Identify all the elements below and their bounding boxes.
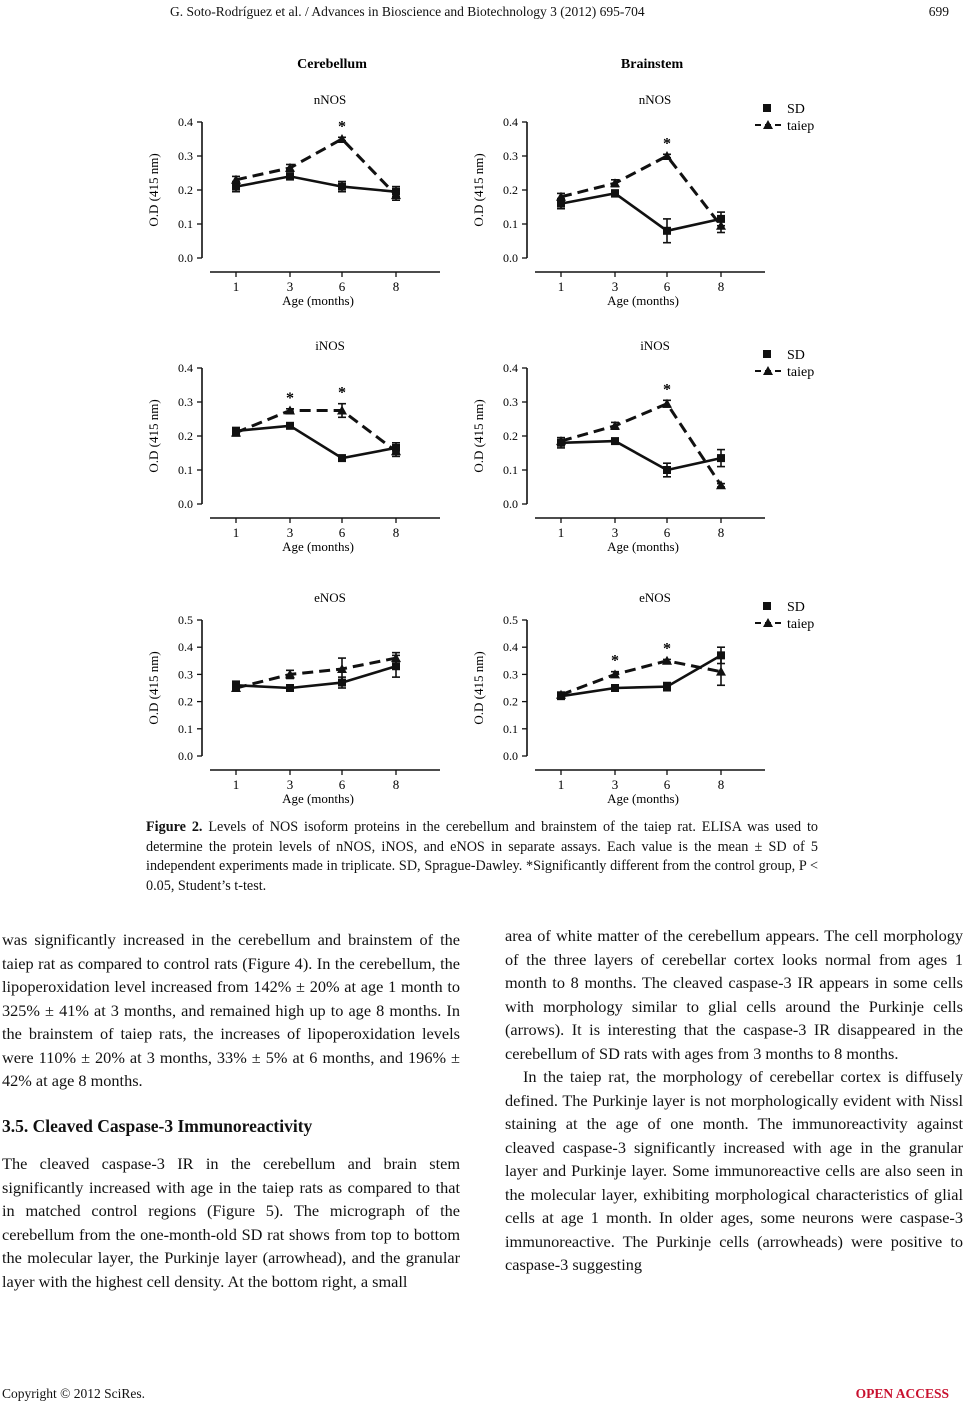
x-tick-label: 3 xyxy=(611,279,619,294)
significance-star: * xyxy=(663,135,671,153)
y-tick-label: 0.0 xyxy=(178,497,193,511)
legend-marker-sd xyxy=(763,602,771,610)
x-axis-label: Age (months) xyxy=(607,293,679,308)
x-tick-label: 1 xyxy=(557,525,565,540)
running-head-citation: G. Soto-Rodríguez et al. / Advances in Bioscience and Biotechnology 3 (2012) 695-704 xyxy=(170,4,645,19)
data-point-sd xyxy=(286,684,294,692)
data-point-sd xyxy=(663,466,671,474)
series-line-sd xyxy=(236,426,396,458)
running-header xyxy=(0,0,965,22)
y-axis-label: O.D (415 nm) xyxy=(146,153,161,227)
y-tick-label: 0.1 xyxy=(503,463,518,477)
y-axis-label: O.D (415 nm) xyxy=(471,399,486,473)
legend-marker-sd xyxy=(763,350,771,358)
y-tick-label: 0.0 xyxy=(503,251,518,265)
series-line-sd xyxy=(561,441,721,470)
y-tick-label: 0.1 xyxy=(503,721,518,736)
data-point-sd xyxy=(611,437,619,445)
right-column xyxy=(505,924,963,1277)
y-tick-label: 0.1 xyxy=(178,217,193,231)
y-tick-label: 0.0 xyxy=(503,749,518,763)
x-tick-label: 8 xyxy=(717,777,725,792)
legend-marker-taiep xyxy=(763,120,773,129)
chart-title: iNOS xyxy=(315,338,345,353)
data-point-sd xyxy=(611,684,619,692)
chart-panel-2 xyxy=(471,92,814,308)
series-line-sd xyxy=(236,176,396,191)
column-title-brainstem: Brainstem xyxy=(620,57,684,72)
series-line-taiep xyxy=(236,139,396,195)
y-tick-label: 0.0 xyxy=(178,749,193,763)
x-tick-label: 6 xyxy=(663,777,671,792)
y-tick-label: 0.2 xyxy=(503,183,518,197)
series-line-sd xyxy=(561,193,721,230)
x-axis-label: Age (months) xyxy=(282,791,354,806)
x-tick-label: 8 xyxy=(717,279,725,294)
y-tick-label: 0.4 xyxy=(503,115,518,129)
x-tick-label: 8 xyxy=(392,279,400,294)
x-axis-label: Age (months) xyxy=(282,539,354,554)
chart-title: eNOS xyxy=(639,590,671,605)
x-tick-label: 3 xyxy=(286,777,294,792)
x-tick-label: 8 xyxy=(392,777,400,792)
significance-star: * xyxy=(663,381,671,399)
x-tick-label: 3 xyxy=(611,777,619,792)
data-point-taiep xyxy=(662,151,672,160)
legend-label-sd: SD xyxy=(787,348,805,363)
significance-star: * xyxy=(286,389,294,407)
y-tick-label: 0.1 xyxy=(503,217,518,231)
right-paragraph-2: In the taiep rat, the morphology of cerebellar cortex is diffusely defined. The Purkinje layer is not morphologically evident with Nissl staining at the age of one month. The immunoreactivity against cleaved caspase-3 significantly increased with age in the granular layer and Purkinje layer. Some immunoreactive cells are also seen in the molecular layer, exhibiting morphological characteristics of glial cells at age 1 month. In older ages, some neurons were caspase-3 immunoreactive. The Purkinje cells (arrowheads) were positive to caspase-3 suggesting xyxy=(505,1067,963,1274)
x-tick-label: 3 xyxy=(286,525,294,540)
significance-star: * xyxy=(338,118,346,136)
left-paragraph-1: was significantly increased in the cerebellum and brainstem of the taiep rat as compared to control rats (Figure 4). In the cerebellum, the lipoperoxidation level increased from 142% ± 20% at age 1 month to 325% ± 41% at 3 months, and remained high up to age 8 months. In the brainstem of taiep rats, the increases of lipoperoxidation levels were 110% ± 20% at 3 months, 33% ± 5% at 6 months, and 196% ± 42% at age 8 months. xyxy=(2,930,460,1090)
caption-text: Levels of NOS isoform proteins in the cerebellum and brainstem of the taiep rat. ELISA was used to determine the protein levels of nNOS, iNOS, and eNOS in separate assays. Each value is the mean ± SD of 5 independent experiments made in triplicate. SD, Sprague-Dawley. *Significantly different from the control group, P < 0.05, Student’s t-test. xyxy=(146,819,818,894)
legend-label-sd: SD xyxy=(787,102,805,117)
legend-label-taiep: taiep xyxy=(787,365,815,380)
legend-marker-taiep xyxy=(763,366,773,375)
x-axis-label: Age (months) xyxy=(607,791,679,806)
data-point-sd xyxy=(338,454,346,462)
y-tick-label: 0.3 xyxy=(503,667,518,682)
series-line-taiep xyxy=(561,404,721,486)
data-point-taiep xyxy=(337,134,347,143)
x-tick-label: 1 xyxy=(232,525,240,540)
right-paragraph-1: area of white matter of the cerebellum appears. The cell morphology of the three layers of cerebellar cortex looks normal from ages 1 month to 8 months. The cleaved caspase-3 IR appears in some cells with morphology similar to glial cells around the Purkinje cells (arrows). It is interesting that the caspase-3 IR disappeared in the cerebellum of SD rats with ages from 3 months to 8 months. xyxy=(505,926,963,1063)
chart-title: nNOS xyxy=(313,92,347,107)
y-tick-label: 0.1 xyxy=(178,721,193,736)
legend xyxy=(755,348,814,380)
legend xyxy=(755,600,814,632)
left-column xyxy=(2,928,460,1293)
legend-marker-taiep xyxy=(763,618,773,627)
data-point-sd xyxy=(286,422,294,430)
chart-title: eNOS xyxy=(314,590,346,605)
y-axis-label: O.D (415 nm) xyxy=(471,153,486,227)
y-tick-label: 0.2 xyxy=(178,694,193,709)
y-axis-label: O.D (415 nm) xyxy=(146,651,161,725)
x-tick-label: 8 xyxy=(392,525,400,540)
y-axis-label: O.D (415 nm) xyxy=(146,399,161,473)
chart-title: nNOS xyxy=(638,92,672,107)
significance-star: * xyxy=(663,640,671,658)
y-tick-label: 0.4 xyxy=(178,115,193,129)
y-tick-label: 0.4 xyxy=(178,640,193,655)
legend-marker-sd xyxy=(763,104,771,112)
x-tick-label: 8 xyxy=(717,525,725,540)
series-line-taiep xyxy=(561,661,721,695)
y-tick-label: 0.4 xyxy=(178,361,193,375)
chart-panel-4 xyxy=(471,338,814,554)
footer-copyright: Copyright © 2012 SciRes. xyxy=(2,1386,146,1401)
y-tick-label: 0.3 xyxy=(178,149,193,163)
caption-label: Figure 2. xyxy=(146,819,203,835)
x-tick-label: 3 xyxy=(611,525,619,540)
chart-panel-3 xyxy=(146,338,440,554)
y-tick-label: 0.3 xyxy=(178,395,193,409)
y-axis-label: O.D (415 nm) xyxy=(471,651,486,725)
legend-label-sd: SD xyxy=(787,600,805,615)
series-line-sd xyxy=(236,666,396,688)
data-point-sd xyxy=(663,683,671,691)
series-line-sd xyxy=(561,652,721,696)
x-tick-label: 1 xyxy=(557,777,565,792)
y-tick-label: 0.3 xyxy=(503,395,518,409)
series-line-taiep xyxy=(236,411,396,452)
significance-star: * xyxy=(611,652,619,670)
x-tick-label: 1 xyxy=(557,279,565,294)
x-tick-label: 6 xyxy=(338,525,346,540)
column-title-cerebellum: Cerebellum xyxy=(297,57,367,72)
y-tick-label: 0.5 xyxy=(503,613,518,627)
left-paragraph-2: The cleaved caspase-3 IR in the cerebellum and brain stem significantly increased with age in the taiep rats as compared to that in matched control regions (Figure 5). The micrograph of the cerebellum from the one-month-old SD rat shows from top to bottom the molecular layer, the Purkinje layer (arrowhead), and the granular layer with the highest cell density. At the bottom right, a small xyxy=(2,1154,460,1291)
data-point-sd xyxy=(717,454,725,462)
y-tick-label: 0.0 xyxy=(503,497,518,511)
x-tick-label: 6 xyxy=(663,279,671,294)
x-axis-label: Age (months) xyxy=(607,539,679,554)
chart-title: iNOS xyxy=(640,338,670,353)
chart-panel-6 xyxy=(471,590,814,806)
y-tick-label: 0.4 xyxy=(503,361,518,375)
data-point-sd xyxy=(338,183,346,191)
legend-label-taiep: taiep xyxy=(787,617,815,632)
y-tick-label: 0.2 xyxy=(503,694,518,709)
y-tick-label: 0.5 xyxy=(178,613,193,627)
page-number: 699 xyxy=(928,4,949,19)
x-tick-label: 6 xyxy=(338,279,346,294)
significance-star: * xyxy=(338,384,346,402)
x-tick-label: 1 xyxy=(232,279,240,294)
x-axis-label: Age (months) xyxy=(282,293,354,308)
y-tick-label: 0.2 xyxy=(503,429,518,443)
data-point-sd xyxy=(663,227,671,235)
figure-caption xyxy=(146,818,818,896)
data-point-sd xyxy=(286,172,294,180)
x-tick-label: 1 xyxy=(232,777,240,792)
y-tick-label: 0.0 xyxy=(178,251,193,265)
y-tick-label: 0.1 xyxy=(178,463,193,477)
legend xyxy=(755,102,814,134)
x-tick-label: 3 xyxy=(286,279,294,294)
legend-label-taiep: taiep xyxy=(787,119,815,134)
series-line-taiep xyxy=(561,156,721,226)
y-tick-label: 0.2 xyxy=(178,429,193,443)
x-tick-label: 6 xyxy=(663,525,671,540)
figure-2-panels xyxy=(140,48,830,808)
y-tick-label: 0.3 xyxy=(178,667,193,682)
y-tick-label: 0.3 xyxy=(503,149,518,163)
y-tick-label: 0.4 xyxy=(503,640,518,655)
section-heading: 3.5. Cleaved Caspase-3 Immunoreactivity xyxy=(2,1115,313,1136)
chart-panel-1 xyxy=(146,92,440,308)
chart-panel-5 xyxy=(146,590,440,806)
y-tick-label: 0.2 xyxy=(178,183,193,197)
x-tick-label: 6 xyxy=(338,777,346,792)
footer-open-access: OPEN ACCESS xyxy=(855,1386,949,1401)
data-point-sd xyxy=(611,189,619,197)
